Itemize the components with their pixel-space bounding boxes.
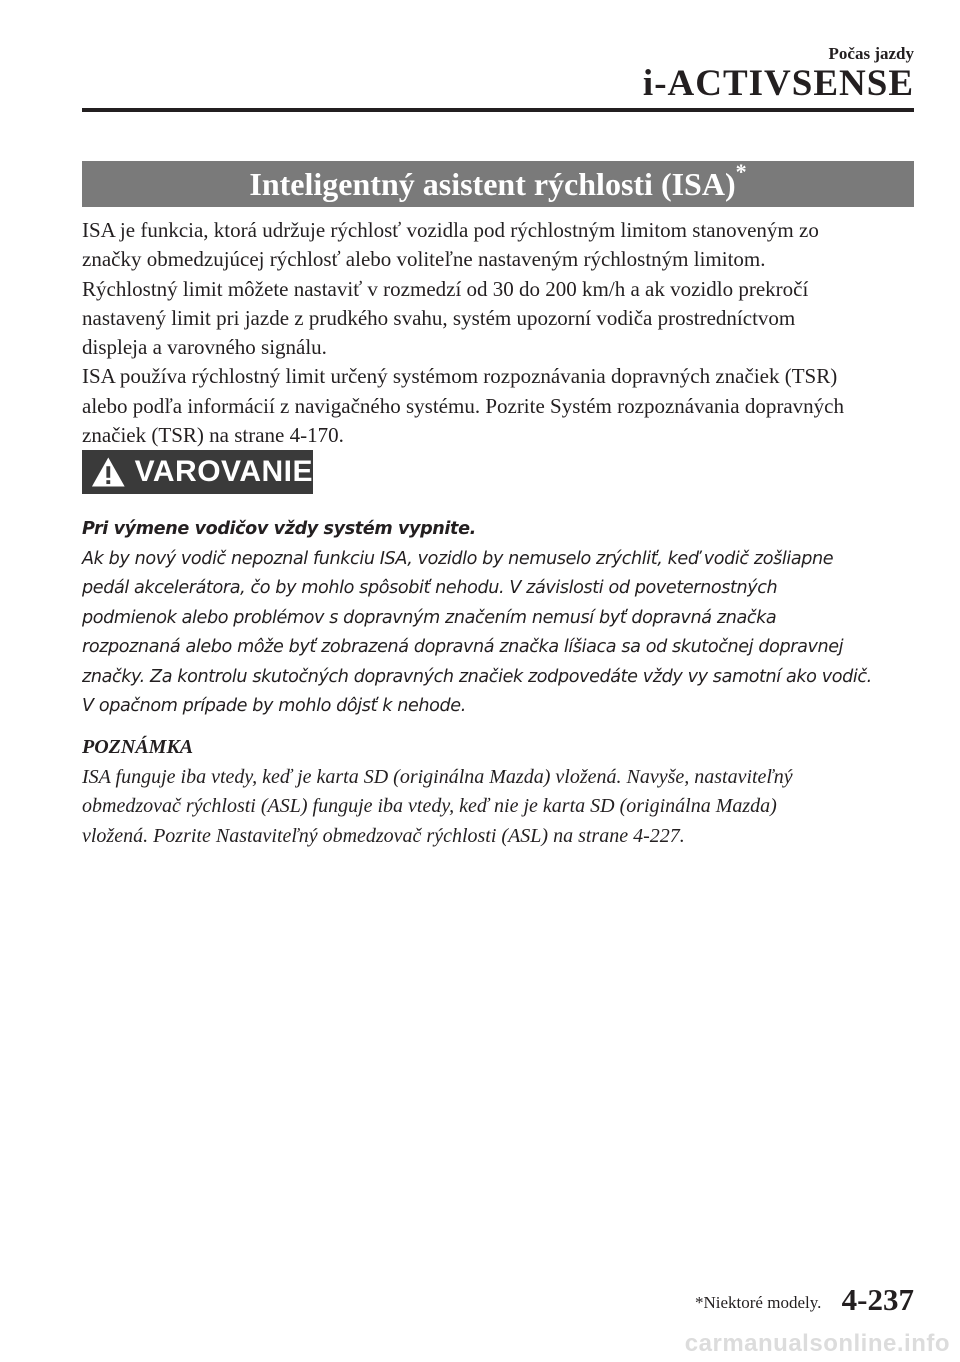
header-divider [82,108,914,112]
warning-title: Pri výmene vodičov vždy systém vypnite. [82,519,476,539]
warning-line: Ak by nový vodič nepoznal funkciu ISA, vozidlo by nemuselo zrýchliť, keď vodič zošliapne [82,548,834,569]
intro-line: ISA používa rýchlostný limit určený systémom rozpoznávania dopravných značiek (TSR) [82,364,838,389]
note-line: obmedzovač rýchlosti (ASL) funguje iba vtedy, keď nie je karta SD (originálna Mazda) [82,795,777,817]
note-section [82,733,932,851]
warning-label: VAROVANIE [134,455,313,488]
warning-line: značky. Za kontrolu skutočných dopravných značiek zodpovedáte vždy vy samotní ako vodič. [82,666,872,687]
section-title: Inteligentný asistent rýchlosti (ISA) [249,166,736,202]
warning-line: pedál akcelerátora, čo by mohlo spôsobiť nehodu. V závislosti od poveternostných [82,578,778,598]
warning-line: podmienok alebo problémov s dopravným značením nemusí byť dopravná značka [82,607,777,628]
page-number: 4-237 [841,1282,914,1317]
watermark: carmanualsonline.info [684,1330,950,1357]
note-line: vložená. Pozrite Nastaviteľný obmedzovač rýchlosti (ASL) na strane 4-227. [82,824,685,847]
note-line: ISA funguje iba vtedy, keď je karta SD (originálna Mazda) vložená. Navyše, nastaviteľný [82,765,793,788]
warning-badge [82,450,313,494]
header-section: Počas jazdy [828,44,914,63]
intro-line: nastavený limit pri jazde z prudkého svahu, systém upozorní vodiča prostredníctvom [82,305,796,330]
intro-paragraph [82,216,922,450]
warning-line: V opačnom prípade by mohlo dôjsť k nehode. [82,696,466,716]
intro-line: alebo podľa informácií z navigačného systému. Pozrite Systém rozpoznávania dopravných [82,393,844,418]
warning-text [82,515,932,722]
note-title: POZNÁMKA [82,736,194,758]
intro-line: Rýchlostný limit môžete nastaviť v rozmedzí od 30 do 200 km/h a ak vozidlo prekročí [82,276,809,301]
footnote: *Niektoré modely. [695,1293,822,1312]
intro-line: značky obmedzujúcej rýchlosť alebo voliteľne nastaveným rýchlostným limitom. [82,247,766,272]
section-title-bar [82,161,914,207]
warning-line: rozpoznaná alebo môže byť zobrazená dopravná značka líšiaca sa od skutočnej dopravnej [82,637,844,657]
intro-line: ISA je funkcia, ktorá udržuje rýchlosť vozidla pod rýchlostným limitom stanoveným zo [82,218,819,242]
warning-triangle-icon [90,455,127,489]
footnote-marker: * [735,159,747,185]
header-chapter-title: i-ACTIVSENSE [642,63,914,104]
intro-line: displeja a varovného signálu. [82,335,327,360]
intro-line: značiek (TSR) na strane 4-170. [82,423,344,448]
